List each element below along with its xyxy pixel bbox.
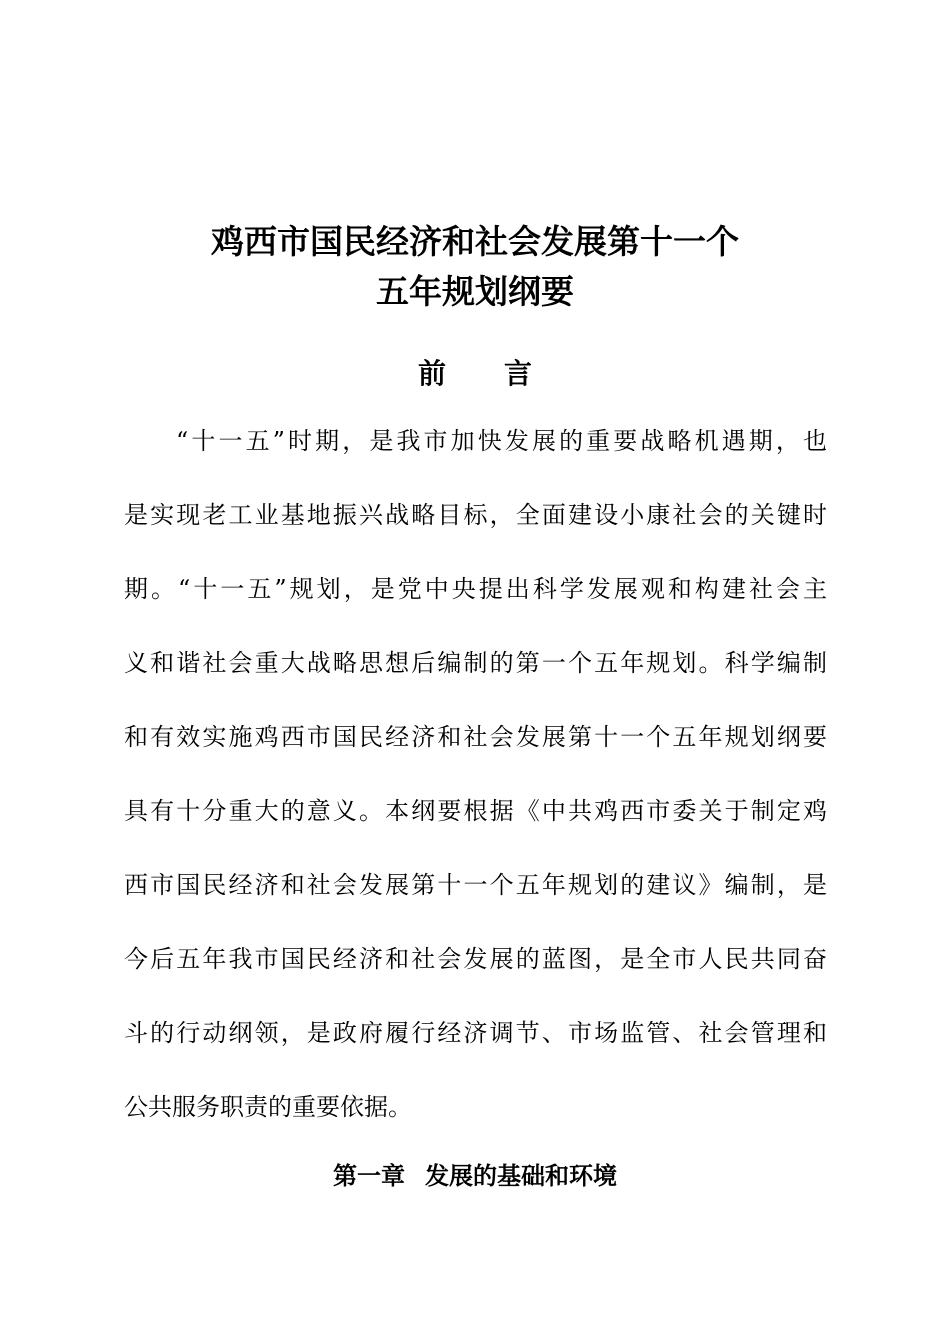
- paragraph-line: 期。“十一五”规划，是党中央提出科学发展观和构建社会主: [124, 575, 827, 603]
- paragraph-line: 义和谐社会重大战略思想后编制的第一个五年规划。科学编制: [124, 649, 827, 677]
- paragraph-line: 西市国民经济和社会发展第十一个五年规划的建议》编制，是: [124, 871, 827, 899]
- preface-heading-char-1: 前: [417, 357, 446, 390]
- document-title-line-2: 五年规划纲要: [376, 272, 574, 311]
- paragraph-line: 斗的行动纲领，是政府履行经济调节、市场监管、社会管理和: [124, 1019, 827, 1047]
- document-title-line-1: 鸡西市国民经济和社会发展第十一个: [211, 222, 739, 261]
- paragraph-line: 和有效实施鸡西市国民经济和社会发展第十一个五年规划纲要: [124, 723, 827, 751]
- paragraph-line: 是实现老工业基地振兴战略目标，全面建设小康社会的关键时: [124, 501, 827, 529]
- paragraph-line: 具有十分重大的意义。本纲要根据《中共鸡西市委关于制定鸡: [124, 797, 827, 825]
- preface-paragraph: [124, 423, 827, 1163]
- preface-heading-char-2: 言: [504, 357, 533, 390]
- chapter-heading: [0, 1159, 950, 1193]
- chapter-title: 发展的基础和环境: [425, 1162, 617, 1190]
- preface-heading: [0, 357, 950, 391]
- paragraph-line: 公共服务职责的重要依据。: [124, 1093, 412, 1121]
- paragraph-line: “十一五”时期，是我市加快发展的重要战略机遇期，也: [176, 427, 827, 455]
- chapter-number: 第一章: [333, 1162, 405, 1190]
- paragraph-line: 今后五年我市国民经济和社会发展的蓝图，是全市人民共同奋: [124, 945, 827, 973]
